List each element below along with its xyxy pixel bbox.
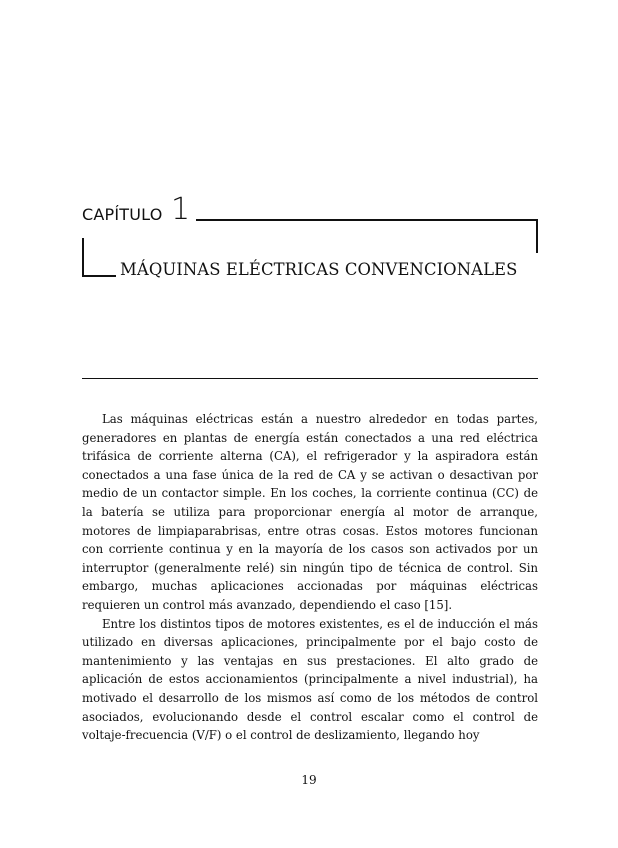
chapter-number: 1 [171, 192, 191, 227]
frame-rule-bottom [82, 275, 116, 277]
paragraph: Las máquinas eléctricas están a nuestro alrededor en todas partes, generadores en plantas de energía están conectados a una red eléctrica trifásica de corriente alterna (CA), el refrigerador y la aspiradora están conectados a una fase única de la red de CA y se activan o desactivan por medio de un contactor simple. En los coches, la corriente continua (CC) de la batería se utiliza para proporcionar energía al motor de arranque, motores de limpiaparabrisas, entre otras cosas. Estos motores funcionan con corriente continua y en la mayoría de los casos son activados por un interruptor (generalmente relé) sin ningún tipo de técnica de control. Sin embargo, muchas aplicaciones accionadas por máquinas eléctricas requieren un control más avanzado, dependiendo el caso [15]. [82, 412, 538, 612]
frame-rule-top [196, 219, 538, 221]
body-text [82, 410, 538, 745]
chapter-title: MÁQUINAS ELÉCTRICAS CONVENCIONALES [120, 260, 518, 279]
section-separator [82, 378, 538, 379]
chapter-label: CAPÍTULO [82, 205, 163, 224]
page-number: 19 [301, 773, 317, 787]
frame-rule-right [536, 219, 538, 253]
frame-rule-left [82, 238, 84, 276]
paragraph: Entre los distintos tipos de motores existentes, es el de inducción el más utilizado en diversas aplicaciones, principalmente por el bajo costo de mantenimiento y las ventajas en sus prestaciones. El alto grado de aplicación de estos accionamientos (principalmente a nivel industrial), ha motivado el desarrollo de los mismos así como de los métodos de control asociados, evolucionando desde el control escalar como el control de voltaje-frecuencia (V/F) o el control de deslizamiento, llegando hoy [82, 616, 538, 743]
